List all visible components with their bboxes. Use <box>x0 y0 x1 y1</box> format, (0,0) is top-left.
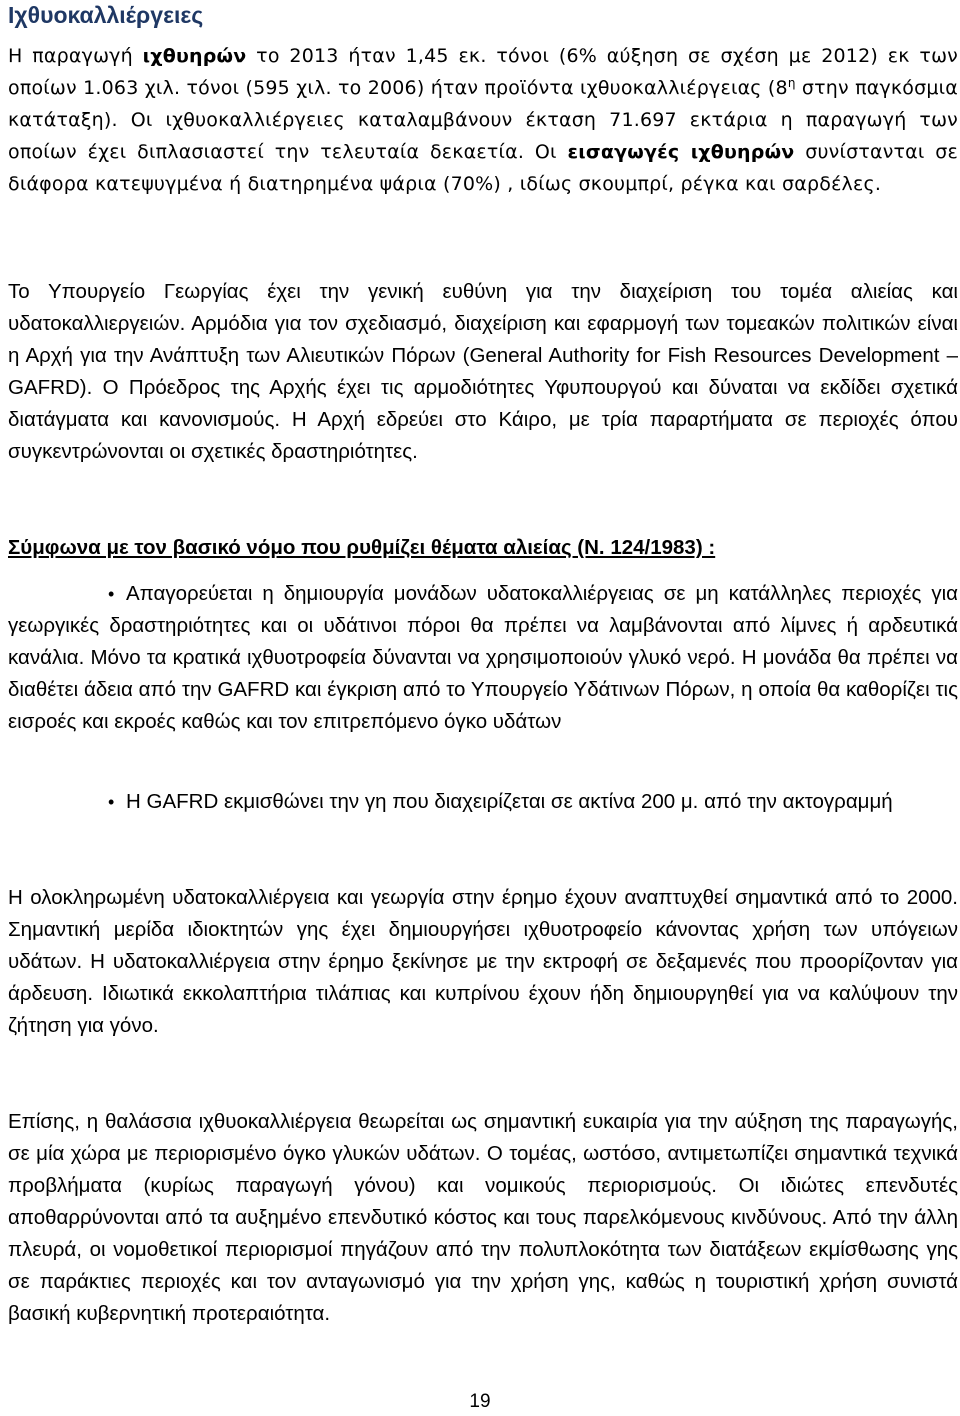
law-heading <box>8 532 958 564</box>
superscript: η <box>787 76 796 90</box>
paragraph-ministry: Το Υπουργείο Γεωργίας έχει την γενική ευθύνη για την διαχείριση του τομέα αλιείας και υδατοκαλλιεργειών. Αρμόδια για τον σχεδιασμό, διαχείριση και εφαρμογή των τομεακών πολιτικών είναι η Αρχή για την Ανάπτυξη των Αλιευτικών Πόρων (General Authority for Fish Resources Development – GAFRD). Ο Πρόεδρος της Αρχής έχει τις αρμοδιότητες Υφυπουργού και δύναται να εκδίδει σχετικά διατάγματα και κανονισμούς. Η Αρχή εδρεύει στο Κάιρο, με τρία παραρτήματα σε περιοχές όπου συγκεντρώνονται οι σχετικές δραστηριότητες. <box>8 280 958 463</box>
bold-term-imports: εισαγωγές ιχθυηρών <box>567 141 795 163</box>
bold-term-fish-products: ιχθυηρών <box>142 45 247 67</box>
text-run: το 2013 ήταν 1,45 εκ. τόνοι (6% αύξηση σε σχέση με 2012) εκ των οποίων 1.063 χιλ. τόνοι (595 χιλ. το 2006) ήταν προϊόντα ιχθυοκαλλιέργειας (8 <box>8 45 958 99</box>
bullet-item-2 <box>8 786 958 818</box>
page-number: 19 <box>469 1391 491 1412</box>
paragraph-production <box>8 40 958 200</box>
bullet-icon: • <box>108 584 115 604</box>
section-heading: Ιχθυοκαλλιέργειες <box>8 2 204 28</box>
paragraph-desert-aquaculture: Η ολοκληρωμένη υδατοκαλλιέργεια και γεωργία στην έρημο έχουν αναπτυχθεί σημαντικά από το 2000. Σημαντική μερίδα ιδιοκτητών γης έχει δημιουργήσει ιχθυοτροφείο κάνοντας χρήση των υπόγειων υδάτων. Η υδατοκαλλιέργεια στην έρημο ξεκίνησε με την εκτροφή σε δεξαμενές που προορίζονταν για άρδευση. Ιδιωτικά εκκολαπτήρια τιλάπιας και κυπρίνου έχουν ήδη δημιουργηθεί για να καλύψουν την ζήτηση για γόνο. <box>8 886 958 1037</box>
law-heading-text: Σύμφωνα με τον βασικό νόμο που ρυθμίζει θέματα αλιείας (Ν. 124/1983) : <box>8 536 716 559</box>
bullet-text-1: Απαγορεύεται η δημιουργία μονάδων υδατοκαλλιέργειας σε μη κατάλληλες περιοχές για γεωργικές δραστηριότητες και οι υδάτινοι πόροι θα πρέπει να λαμβάνονται από λίμνες ή αρδευτικά κανάλια. Μόνο τα κρατικά ιχθυοτροφεία δύνανται να χρησιμοποιούν γλυκό νερό. Η μονάδα θα πρέπει να διαθέτει άδεια από την GAFRD και έγκριση από το Υπουργείο Υδάτινων Πόρων, η οποία θα καθορίζει τις εισροές και εκροές καθώς και τον επιτρεπόμενο όγκο υδάτων <box>8 582 958 733</box>
text-run: Η παραγωγή <box>8 45 143 67</box>
bullet-item-1 <box>8 578 958 738</box>
text-run: συνίστανται σε διάφορα κατεψυγμένα ή διατηρημένα ψάρια (70%) , ιδίως σκουμπρί, ρέγκα και σαρδέλες. <box>8 141 958 195</box>
bullet-icon: • <box>108 792 115 812</box>
bullet-text-2: Η GAFRD εκμισθώνει την γη που διαχειρίζεται σε ακτίνα 200 μ. από την ακτογραμμή <box>126 790 893 813</box>
paragraph-marine-aquaculture: Επίσης, η θαλάσσια ιχθυοκαλλιέργεια θεωρείται ως σημαντική ευκαιρία για την αύξηση της παραγωγής, σε μία χώρα με περιορισμένο όγκο γλυκών υδάτων. Ο τομέας, ωστόσο, αντιμετωπίζει σημαντικά τεχνικά προβλήματα (κυρίως παραγωγή γόνου) και νομικούς περιορισμούς. Οι ιδιώτες επενδυτές αποθαρρύνονται από τα αυξημένο επενδυτικό κόστος και τους παρελκόμενους κινδύνους. Από την άλλη πλευρά, οι νομοθετικοί περιορισμοί πηγάζουν από την πολυπλοκότητα των διατάξεων εκμίσθωσης γης σε παράκτιες περιοχές και τον ανταγωνισμό για την χρήση γης, καθώς η τουριστική χρήση συνιστά βασική κυβερνητική προτεραιότητα. <box>8 1110 958 1325</box>
text-run: στην παγκόσμια κατάταξη). Οι ιχθυοκαλλιέργειες καταλαμβάνουν έκταση 71.697 εκτάρια η παραγωγή των οποίων έχει διπλασιαστεί την τελευταία δεκαετία. Οι <box>8 77 958 163</box>
